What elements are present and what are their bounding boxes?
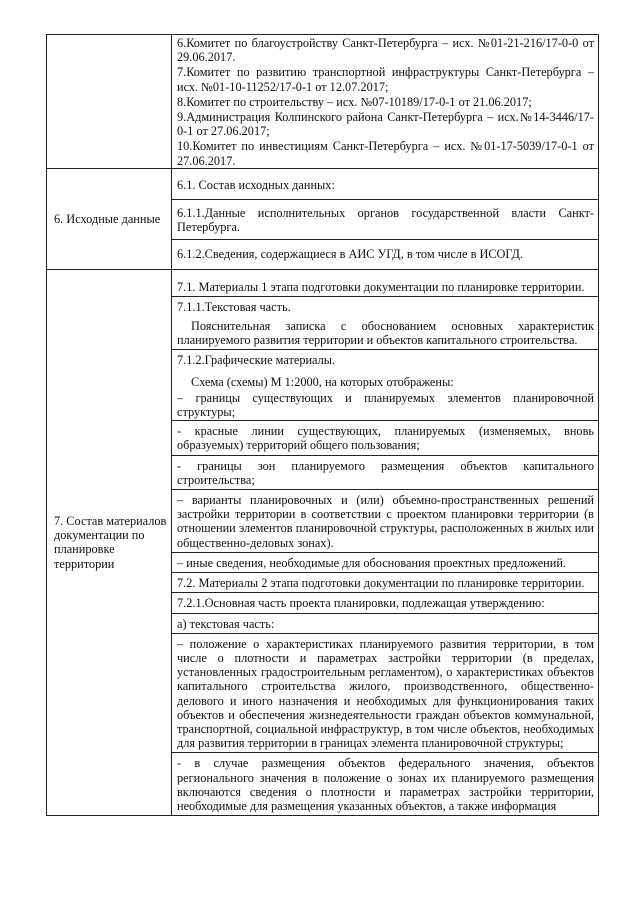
table-row [47,269,599,816]
list-item: – иные сведения, необходимые для обоснования проектных предложений. [172,552,598,572]
row-content-cell [172,168,599,269]
row-label: 7. Состав материалов документации по планировке территории [54,513,167,571]
row-label-cell [47,269,172,816]
list-item: 7.1. Материалы 1 этапа подготовки документации по планировке территории. [177,279,585,294]
list-item: - границы зон планируемого размещения объектов капитального строительства; [172,455,598,489]
list-item: - красные линии существующих, планируемых (изменяемых, вновь образуемых) территорий общего пользования; [172,420,598,454]
table-row [47,168,599,269]
list-item: 6.1.1.Данные исполнительных органов государственной власти Санкт-Петербурга. [172,199,598,239]
list-item: - в случае размещения объектов федерального значения, объектов регионального значения в положение о зонах их планируемого размещения включаются сведения о плотности и параметрах застройки территории, необходимые для размещения указанных объектов, а также информация [172,752,598,815]
list-item: а) текстовая часть: [172,613,598,633]
list-item: 7.2.1.Основная часть проекта планировки, подлежащая утверждению: [172,592,598,612]
list-item: 6.1. Состав исходных данных: [177,177,335,192]
list-item: 6.Комитет по благоустройству Санкт-Петербурга – исх. №01-21-216/17-0-0 от 29.06.2017. [177,36,594,65]
table-row [47,35,599,169]
list-item: 7.2. Материалы 2 этапа подготовки документации по планировке территории. [172,572,598,592]
row-label: 6. Исходные данные [54,211,161,226]
row-label-cell [47,168,172,269]
requirements-table [46,34,599,816]
row-content-cell [172,35,599,169]
list-item: 8.Комитет по строительству – исх. №07-10189/17-0-1 от 21.06.2017; [177,94,532,109]
row-label-cell [47,35,172,169]
list-item: – границы существующих и планируемых элементов планировочной структуры; [177,390,594,420]
list-item: 6.1.2.Сведения, содержащиеся в АИС УГД, в том числе в ИСОГД. [172,239,598,268]
list-item: 9.Администрация Колпинского района Санкт-Петербурга – исх.№14-3446/17-0-1 от 27.06.2017; [177,110,594,139]
row-content-cell [172,269,599,816]
list-item: 7.1.1.Текстовая часть. [172,296,598,316]
list-item: Схема (схемы) М 1:2000, на которых отображены: [191,374,454,389]
list-item: 7.Комитет по развитию транспортной инфраструктуры Санкт-Петербурга – исх. №01-10-11252/17-0-1 от 12.07.2017; [177,65,594,94]
list-item: 7.1.2.Графические материалы. [172,349,598,369]
list-item: 10.Комитет по инвестициям Санкт-Петербурга – исх. №01-17-5039/17-0-1 от 27.06.2017. [177,139,594,168]
list-item: – положение о характеристиках планируемого развития территории, в том числе о плотности и параметрах застройки территории (в пределах, установленных градостроительным регламентом), о характеристиках объектов капитального строительства жилого, производственного, общественно-делового и иного назначения и необходимых для функционирования таких объектов и обеспечения жизнедеятельности граждан объектов коммунальной, транспортной, социальной инфраструктур, в том числе объектов, необходимых для развития территории в границах элемента планировочной структуры; [172,633,598,753]
list-item: – варианты планировочных и (или) объемно-пространственных решений застройки территории в соответствии с проектом планировки территории (в отношении элементов планировочной структуры, расположенных в жилых или общественно-деловых зонах). [172,489,598,552]
list-item: Пояснительная записка с обоснованием основных характеристик планируемого развития территории и объектов капитального строительства. [177,319,594,348]
